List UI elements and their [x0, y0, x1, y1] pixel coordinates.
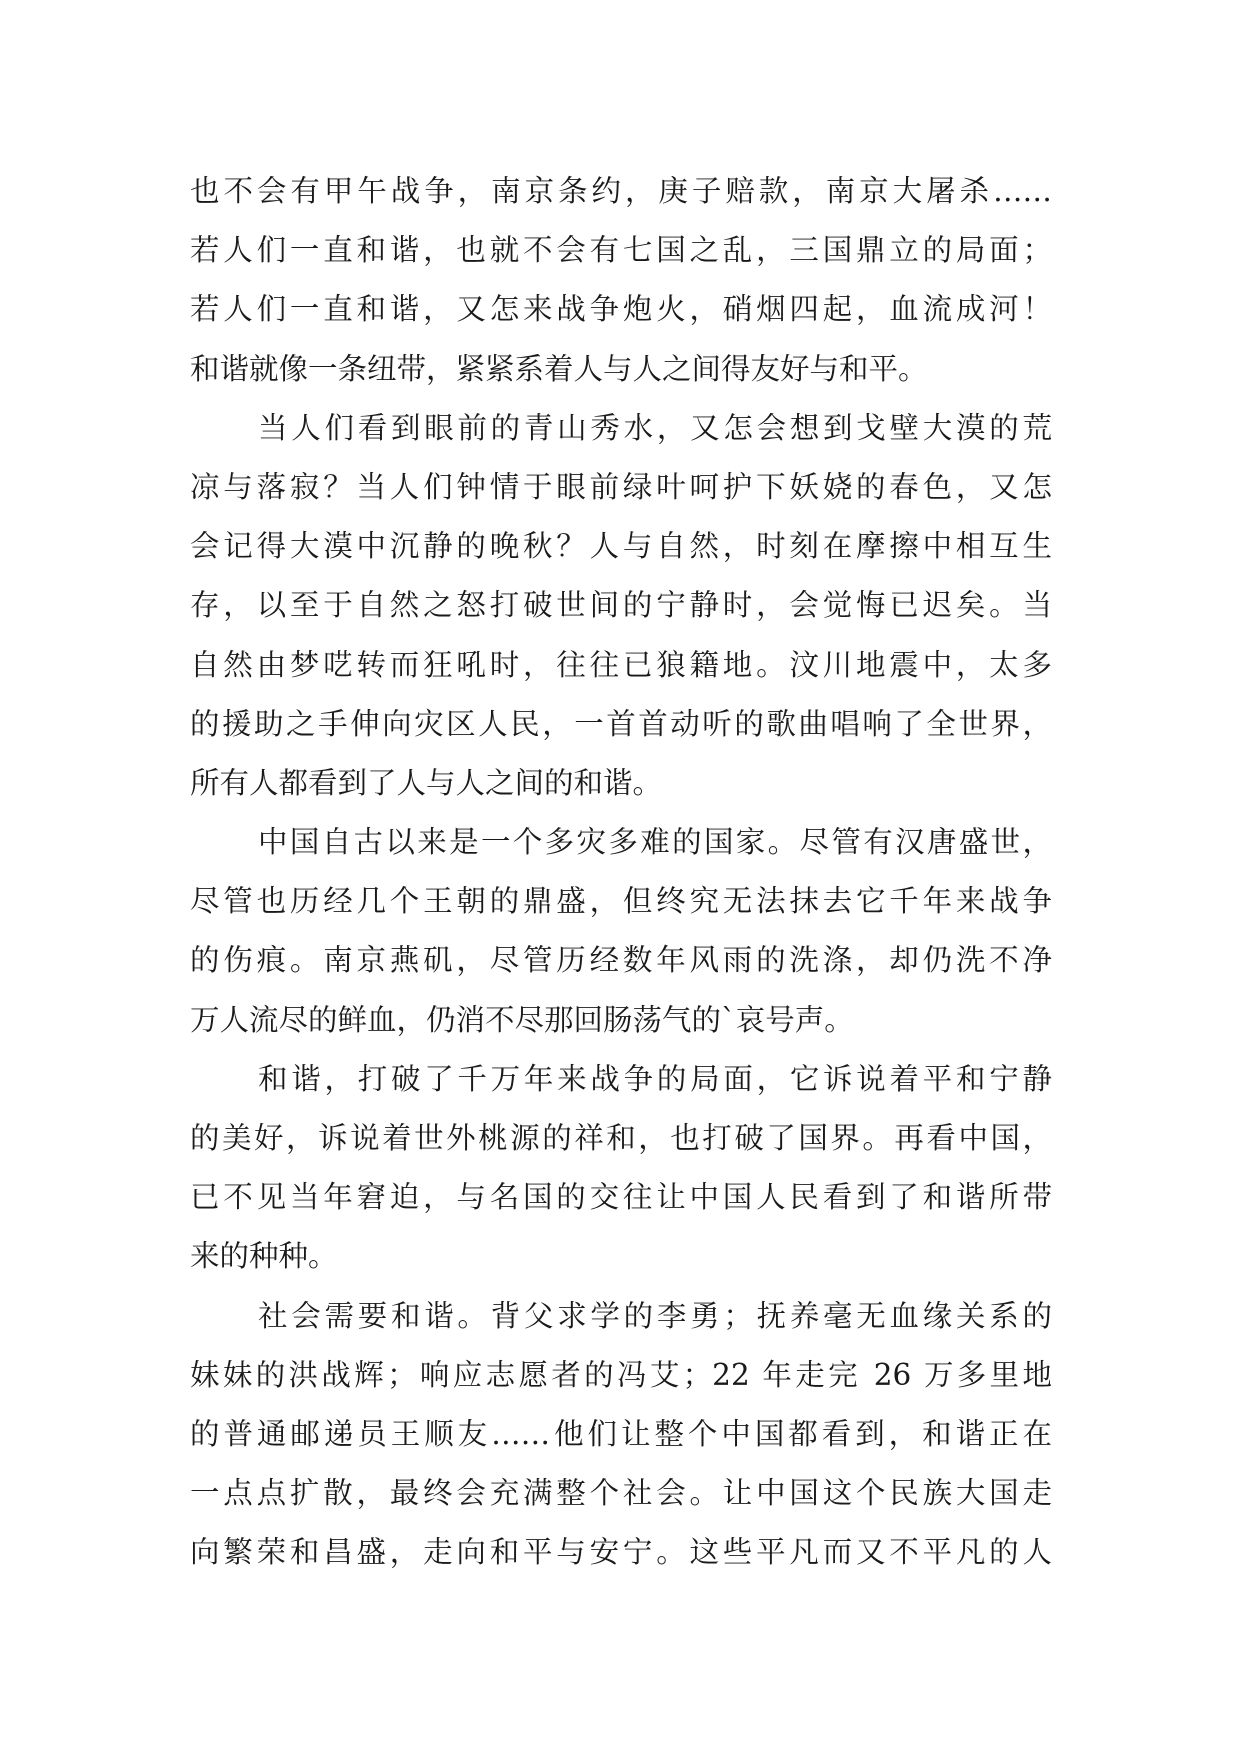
text-line: 和谐，打破了千万年来战争的局面，它诉说着平和宁静 [258, 1061, 1052, 1096]
text-line: 中国自古以来是一个多灾多难的国家。尽管有汉唐盛世， [258, 825, 1052, 860]
text-line: 存，以至于自然之怒打破世间的宁静时，会觉悔已迟矣。当 [190, 588, 1052, 623]
text-line: 已不见当年窘迫，与名国的交往让中国人民看到了和谐所带 [190, 1180, 1052, 1215]
text-line: 万人流尽的鲜血，仍消不尽那回肠荡气的`哀号声。 [190, 1002, 854, 1037]
text-line: 会记得大漠中沉静的晚秋？人与自然，时刻在摩擦中相互生 [190, 529, 1052, 564]
text-line: 来的种种。 [190, 1239, 338, 1274]
text-line: 凉与落寂？当人们钟情于眼前绿叶呵护下妖娆的春色，又怎 [190, 469, 1052, 504]
body-text [190, 162, 1052, 1583]
paragraph-4 [190, 1050, 1052, 1287]
paragraph-5 [190, 1287, 1052, 1583]
text-line: 的援助之手伸向灾区人民，一首首动听的歌曲唱响了全世界， [190, 706, 1052, 741]
text-line: 向繁荣和昌盛，走向和平与安宁。这些平凡而又不平凡的人 [190, 1535, 1052, 1570]
text-line: 尽管也历经几个王朝的鼎盛，但终究无法抹去它千年来战争 [190, 884, 1052, 919]
text-line: 自然由梦呓转而狂吼时，往往已狼籍地。汶川地震中，太多 [190, 647, 1052, 682]
text-line: 的美好，诉说着世外桃源的祥和，也打破了国界。再看中国， [190, 1121, 1052, 1155]
text-line: 社会需要和谐。背父求学的李勇；抚养毫无血缘关系的 [258, 1298, 1052, 1333]
paragraph-2 [190, 399, 1052, 813]
text-line: 当人们看到眼前的青山秀水，又怎会想到戈壁大漠的荒 [258, 410, 1052, 445]
text-line: 若人们一直和谐，也就不会有七国之乱，三国鼎立的局面； [190, 233, 1052, 268]
paragraph-3 [190, 813, 1052, 1050]
text-line: 的普通邮递员王顺友……他们让整个中国都看到，和谐正在 [190, 1416, 1052, 1451]
text-line: 和谐就像一条纽带，紧紧系着人与人之间得友好与和平。 [190, 351, 928, 386]
text-line: 一点点扩散，最终会充满整个社会。让中国这个民族大国走 [190, 1476, 1052, 1511]
text-line: 妹妹的洪战辉；响应志愿者的冯艾；22 年走完 26 万多里地 [190, 1357, 1052, 1392]
paragraph-1 [190, 162, 1052, 399]
text-line: 的伤痕。南京燕矶，尽管历经数年风雨的洗涤，却仍洗不净 [190, 943, 1052, 978]
text-line: 所有人都看到了人与人之间的和谐。 [190, 765, 663, 800]
text-line: 若人们一直和谐，又怎来战争炮火，硝烟四起，血流成河！ [190, 292, 1052, 327]
text-line: 也不会有甲午战争，南京条约，庚子赔款，南京大屠杀…… [190, 174, 1052, 208]
